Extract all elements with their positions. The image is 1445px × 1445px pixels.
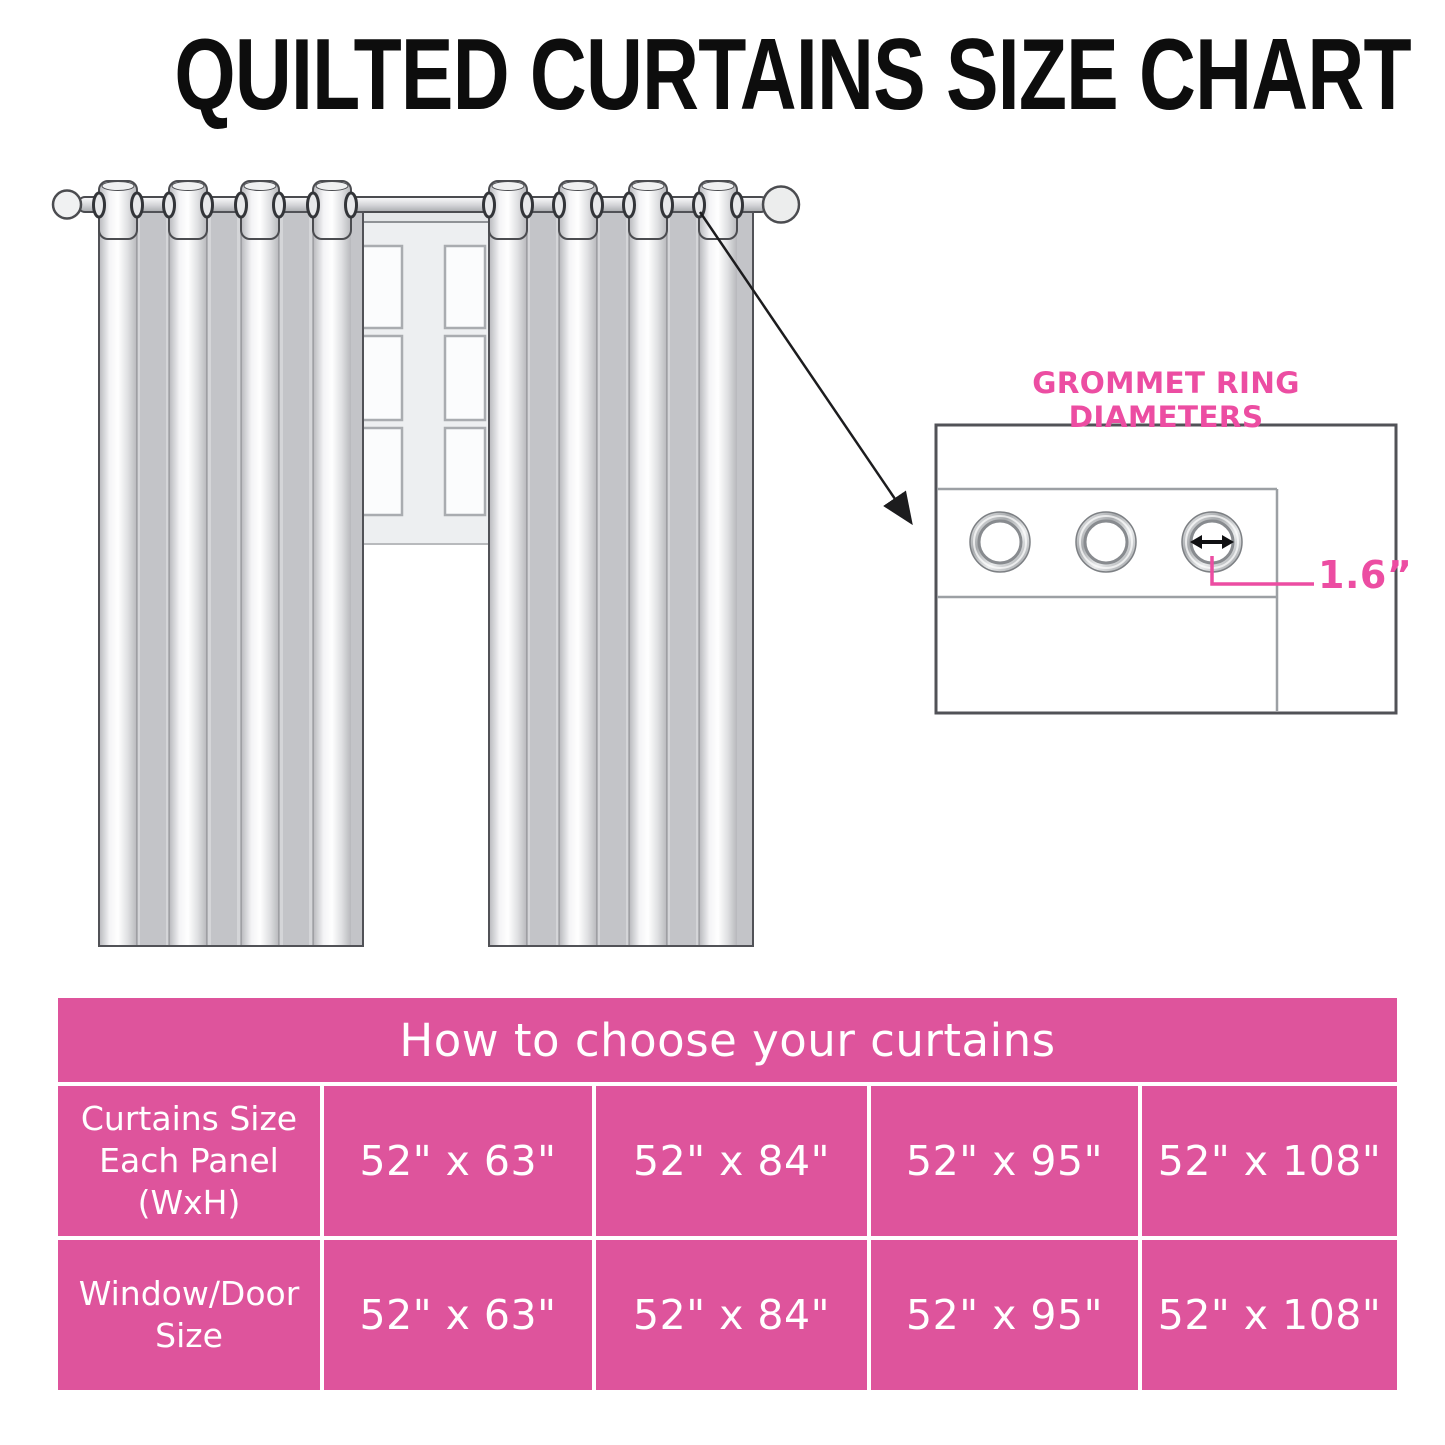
grommet-ring <box>1076 512 1136 572</box>
table-cell: 52" x 63" <box>324 1240 592 1390</box>
grommet-tab <box>484 181 533 239</box>
grommet-ring <box>970 512 1030 572</box>
grommet-eyelet-icon <box>236 193 247 217</box>
rod-finial-left <box>53 191 81 219</box>
grommet-tab <box>694 181 743 239</box>
table-cell: 52" x 95" <box>871 1240 1138 1390</box>
grommet-eyelet-icon <box>694 193 705 217</box>
page-title: QUILTED CURTAINS SIZE CHART <box>174 19 1411 131</box>
curtain-panel-left <box>99 212 363 946</box>
grommet-tab <box>308 181 357 239</box>
grommet-eyelet-icon <box>202 193 213 217</box>
grommet-tab <box>554 181 603 239</box>
curtain-panel-right <box>489 212 753 946</box>
table-cell: 52" x 108" <box>1142 1086 1397 1236</box>
table-cell: 52" x 108" <box>1142 1240 1397 1390</box>
grommet-eyelet-icon <box>346 193 357 217</box>
grommet-callout-heading: GROMMET RING DIAMETERS <box>1032 366 1300 434</box>
grommet-eyelet-icon <box>132 193 143 217</box>
grommet-tab <box>624 181 673 239</box>
grommet-eyelet-icon <box>164 193 175 217</box>
grommet-eyelet-icon <box>308 193 319 217</box>
grommet-tab <box>94 181 143 239</box>
grommet-eyelet-icon <box>554 193 565 217</box>
table-cell: 52" x 63" <box>324 1086 592 1236</box>
table-cell: 52" x 84" <box>596 1086 867 1236</box>
row-label-curtains-size: Curtains Size Each Panel (WxH) <box>58 1086 320 1236</box>
grommet-eyelet-icon <box>662 193 673 217</box>
grommet-eyelet-icon <box>624 193 635 217</box>
grommet-eyelet-icon <box>522 193 533 217</box>
grommet-diameter-value: 1.6” <box>1318 553 1413 597</box>
table-cell: 52" x 84" <box>596 1240 867 1390</box>
table-cell: 52" x 95" <box>871 1086 1138 1236</box>
table-header: How to choose your curtains <box>58 998 1397 1082</box>
grommet-eyelet-icon <box>484 193 495 217</box>
grommet-tab <box>164 181 213 239</box>
size-table <box>58 998 1397 1390</box>
grommet-tab <box>236 181 285 239</box>
grommet-eyelet-icon <box>592 193 603 217</box>
row-label-window-door: Window/Door Size <box>58 1240 320 1390</box>
rod-finial-right <box>763 187 799 223</box>
window <box>346 210 498 544</box>
grommet-eyelet-icon <box>732 193 743 217</box>
grommet-eyelet-icon <box>94 193 105 217</box>
grommet-eyelet-icon <box>274 193 285 217</box>
